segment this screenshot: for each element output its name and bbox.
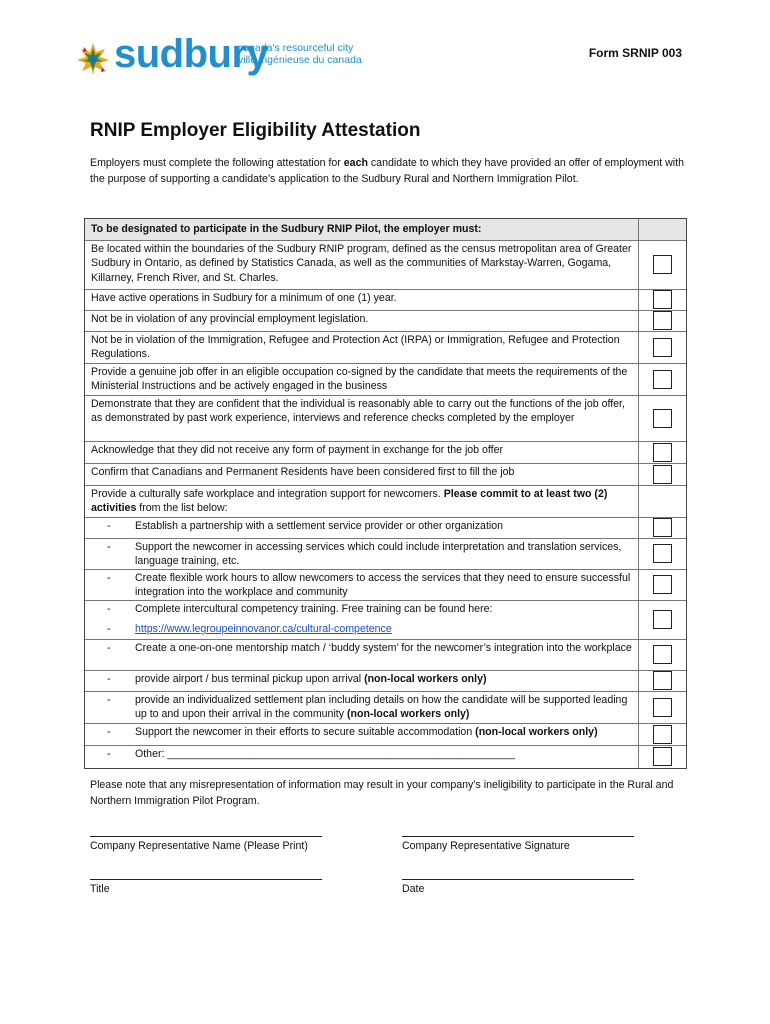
signature-block	[402, 824, 634, 852]
checkbox[interactable]	[653, 725, 672, 744]
name-input-line[interactable]	[90, 824, 322, 837]
activity-text	[135, 693, 632, 722]
requirement-text: Confirm that Canadians and Permanent Residents have been considered first to fill the job	[85, 464, 639, 485]
activity-text	[135, 672, 632, 690]
checkbox[interactable]	[653, 338, 672, 357]
bullet-dash: -	[107, 693, 111, 706]
date-block	[402, 867, 634, 895]
checkbox[interactable]	[653, 544, 672, 563]
activity-text-main: provide an individualized settlement plan including details on how the candidate will be supported leading up to and upon their arrival in the community	[135, 693, 628, 721]
checkbox[interactable]	[653, 575, 672, 594]
signature-label: Company Representative Signature	[402, 840, 570, 852]
table-row	[85, 240, 686, 289]
list-item	[85, 670, 686, 691]
date-label: Date	[402, 883, 425, 895]
misrepresentation-note: Please note that any misrepresentation of information may result in your company’s ineligibility to participate in the Rural and Northern Immigration Pilot Program.	[90, 779, 674, 807]
list-item	[85, 745, 686, 768]
requirement-text: Acknowledge that they did not receive any form of payment in exchange for the job offer	[85, 442, 639, 463]
checkbox[interactable]	[653, 518, 672, 537]
table-row	[85, 289, 686, 310]
activities-intro-tail: from the list below:	[136, 502, 228, 515]
intro-paragraph	[90, 156, 685, 187]
requirement-text: Have active operations in Sudbury for a minimum of one (1) year.	[85, 290, 639, 310]
activity-text: Create flexible work hours to allow newcomers to access the services that they need to ensure successful integration into the workplace and community	[135, 571, 631, 599]
activity-text: Support the newcomer in accessing services which could include interpretation and translation services, language training, etc.	[135, 540, 622, 568]
list-item	[85, 639, 686, 670]
tagline-fr: ville ingénieuse du canada	[238, 54, 362, 66]
requirement-text: Provide a genuine job offer in an eligible occupation co-signed by the candidate that meets the requirements of the Ministerial Instructions and be actively engaged in the business	[85, 364, 639, 395]
other-field[interactable]: Other: ___________________________________________________________	[135, 747, 515, 760]
activities-commit: Please commit to at least two (2) activities	[91, 487, 608, 515]
checkbox[interactable]	[653, 290, 672, 309]
list-item	[85, 600, 686, 639]
checkbox[interactable]	[653, 645, 672, 664]
intro-text: Employers must complete the following attestation for	[90, 157, 344, 169]
checkbox[interactable]	[653, 409, 672, 428]
bullet-dash: -	[107, 540, 111, 553]
bullet-dash: -	[107, 725, 111, 738]
checkbox[interactable]	[653, 370, 672, 389]
table-row	[85, 485, 686, 517]
list-item	[85, 538, 686, 569]
bullet-dash: -	[107, 672, 111, 685]
logo-tagline	[238, 42, 362, 66]
table-header: To be designated to participate in the Sudbury RNIP Pilot, the employer must:	[85, 219, 639, 240]
title-input-line[interactable]	[90, 867, 322, 880]
checkbox[interactable]	[653, 698, 672, 717]
checkbox[interactable]	[653, 443, 672, 462]
checkbox[interactable]	[653, 747, 672, 766]
tagline-en: canada's resourceful city	[238, 42, 354, 54]
form-number: Form SRNIP 003	[588, 46, 682, 60]
maple-leaf-icon	[76, 42, 110, 76]
list-item	[85, 691, 686, 723]
checkbox[interactable]	[653, 610, 672, 629]
table-row	[85, 363, 686, 395]
table-header-row	[85, 219, 686, 240]
title-label: Title	[90, 883, 110, 895]
checkbox[interactable]	[653, 311, 672, 330]
bullet-dash: -	[107, 519, 111, 532]
intro-text-end: candidate to which they have provided an offer of employment with the purpose of supporting a candidate’s application to the Sudbury Rural and Northern Immigration Pilot.	[90, 157, 684, 185]
activity-qualifier: (non-local workers only)	[347, 708, 470, 721]
bullet-dash: -	[107, 747, 111, 760]
bullet-dash: -	[107, 623, 111, 636]
list-item	[85, 517, 686, 538]
table-row	[85, 310, 686, 331]
activity-text: Complete intercultural competency training. Free training can be found here:	[135, 602, 493, 615]
activity-text: Create a one-on-one mentorship match / ‘buddy system’ for the newcomer’s integration into the workplace	[135, 641, 632, 654]
checkbox[interactable]	[653, 255, 672, 274]
bullet-dash: -	[107, 641, 111, 654]
activities-intro-text: Provide a culturally safe workplace and integration support for newcomers.	[91, 487, 444, 500]
activity-text-main: Support the newcomer in their efforts to secure suitable accommodation	[135, 725, 476, 738]
logo-wordmark: sudbury	[114, 32, 269, 76]
name-signature-block	[90, 824, 322, 852]
activities-intro	[85, 486, 639, 517]
checkbox[interactable]	[653, 465, 672, 484]
empty-check-cell	[639, 486, 686, 517]
activity-text-main: provide airport / bus terminal pickup upon arrival	[135, 672, 365, 685]
activity-qualifier: (non-local workers only)	[364, 672, 487, 685]
requirement-text: Not be in violation of any provincial employment legislation.	[85, 311, 639, 331]
title-block	[90, 867, 322, 895]
table-row	[85, 395, 686, 441]
activity-text: Establish a partnership with a settlement service provider or other organization	[135, 519, 504, 532]
list-item	[85, 723, 686, 745]
bullet-dash: -	[107, 571, 111, 584]
sudbury-logo	[76, 32, 376, 76]
name-label: Company Representative Name (Please Print)	[90, 840, 308, 852]
list-item	[85, 569, 686, 600]
table-row	[85, 441, 686, 463]
checkbox[interactable]	[653, 671, 672, 690]
page-title: RNIP Employer Eligibility Attestation	[90, 120, 421, 141]
training-link[interactable]: https://www.legroupeinnovanor.ca/cultural-competence	[135, 623, 392, 636]
intro-emphasis: each	[343, 157, 368, 169]
table-row	[85, 331, 686, 363]
activity-qualifier: (non-local workers only)	[475, 725, 598, 738]
bullet-dash: -	[107, 602, 111, 615]
date-input-line[interactable]	[402, 867, 634, 880]
activity-text	[135, 725, 632, 744]
signature-input-line[interactable]	[402, 824, 634, 837]
requirement-text: Be located within the boundaries of the Sudbury RNIP program, defined as the census metropolitan area of Greater Sudbury in Ontario, as defined by Statistics Canada, as well as the communities of Markstay-Warren, Gogama, Killarney, French River, and St. Charles.	[85, 241, 639, 289]
requirement-text: Not be in violation of the Immigration, Refugee and Protection Act (IRPA) or Immigration, Refugee and Protection Regulations.	[85, 332, 639, 363]
requirement-text: Demonstrate that they are confident that the individual is reasonably able to carry out the functions of the job offer, as demonstrated by past work experience, interviews and reference checks completed by the employer	[85, 396, 639, 441]
header-check-cell	[639, 219, 686, 240]
attestation-table	[84, 218, 687, 769]
table-row	[85, 463, 686, 485]
